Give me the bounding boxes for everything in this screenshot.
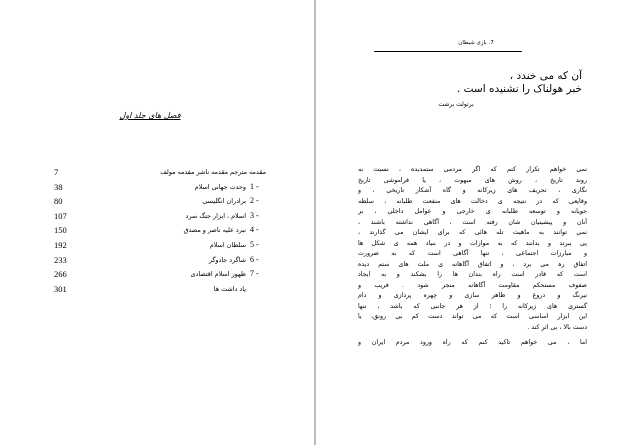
left-page xyxy=(0,0,314,445)
header-rule xyxy=(374,51,522,52)
body-line: آنان و پیشینیان شان رفته است ، آگاهی نداشته باشند ، xyxy=(358,218,587,226)
epigraph xyxy=(356,70,582,96)
body-line: صفوف مستحکم مقاومت آگاهانه منجر شود . فریب و xyxy=(358,281,587,289)
toc-entry-title: نبرد علیه ناصر و مصدق xyxy=(183,226,246,235)
toc-entry-title: اسلام ، ابزار جنگ سرد xyxy=(185,211,246,220)
body-line: این ابزار اساسی است که می تواند دست کم بی رونق، یا xyxy=(358,313,587,320)
toc-entry xyxy=(54,267,266,282)
toc-entry xyxy=(54,194,266,209)
body-line: نمی توانند به ماهیت تله هائی که برای ایشان می گذارند ، xyxy=(358,229,587,236)
toc-entry-number: 2 - xyxy=(250,196,259,206)
table-of-contents xyxy=(54,165,266,296)
toc-entry xyxy=(54,180,266,195)
toc-entry xyxy=(54,253,266,268)
toc-page-number: 107 xyxy=(54,210,67,221)
body-line: روند تاریخ ، روش های مبهوت ، یا فراموشی تاریخ xyxy=(358,176,587,184)
body-line: نگاری ، تحریف های زیرکانه و گاه آشکار تاریخی ، و xyxy=(358,187,587,194)
toc-entry-number: 6 - xyxy=(250,254,259,264)
epigraph-line: آن که می خندد ، xyxy=(509,70,582,82)
body-line: نمی خواهم تکرار کنم که اگر مردمی ستمدیده ، نسبت به xyxy=(358,166,587,173)
epigraph-line: خبر هولناک را نشنیده است . xyxy=(456,83,582,95)
toc-entry xyxy=(54,165,266,180)
toc-entry-title: برادران انگلیسی xyxy=(202,197,246,206)
body-line: پی ببرند و بدانند که به موازات و در بنیاد همه ی شکل ها xyxy=(358,239,587,247)
toc-entry-number: 5 - xyxy=(250,239,259,249)
toc-entry xyxy=(54,238,266,253)
running-head: 7. بازی شیطان xyxy=(458,40,494,46)
epigraph-author: برتولت برشت xyxy=(438,101,474,108)
toc-page-number: 150 xyxy=(54,225,67,236)
toc-entry-number: 1 - xyxy=(250,181,259,191)
toc-entry-number: 3 - xyxy=(250,210,259,220)
toc-entry-title: سلطان اسلام xyxy=(209,240,246,249)
body-line: جویانه و توسعه طلبانه ی خارجی و عوامل داخلی ، بر xyxy=(358,208,587,215)
toc-entry-title: شاگرد جادوگر xyxy=(208,255,246,264)
toc-entry-title: یاد داشت ها xyxy=(213,284,246,293)
toc-entry xyxy=(54,209,266,224)
body-line: و مبارزات اجتماعی ، تنها آگاهی است که به ضرورت xyxy=(358,250,587,257)
body-line: است که قادر است راه بندان ها را بشکند و به ایجاد xyxy=(358,271,587,278)
body-line: دست بالا ، بی اثر کند . xyxy=(527,323,587,331)
toc-page-number: 301 xyxy=(54,283,67,294)
right-page xyxy=(316,0,630,445)
toc-entry xyxy=(54,223,266,238)
body-line: اتفاق رہ می برد ، و اتفاق آگاهانه ی ملت های ستم دیده xyxy=(358,260,587,268)
toc-entry-title: ظهور اسلام اقتصادی xyxy=(190,270,246,279)
toc-page-number: 38 xyxy=(54,181,63,192)
body-line: وقایعی که در نتیجه ی دخالت های منفعت طلبانه ، سلطه xyxy=(358,197,587,205)
toc-page-number: 7 xyxy=(54,167,59,177)
body-line: نیرنگ و دروغ و ظاهر سازی و چهره پردازی و دام xyxy=(358,292,587,299)
toc-page-number: 233 xyxy=(54,254,67,265)
toc-entry-number: 7 - xyxy=(250,269,259,279)
body-line: اما ، می خواهم تاکید کنم که راه ورود مردم ایران و xyxy=(358,339,587,346)
toc-title: فصل های جلد اول xyxy=(119,111,181,120)
toc-entry xyxy=(54,282,266,297)
toc-page-number: 192 xyxy=(54,239,67,250)
toc-page-number: 266 xyxy=(54,269,67,280)
toc-entry-number: 4 - xyxy=(250,225,259,235)
toc-entry-title: مقدمه مترجم مقدمه ناشر مقدمه مولف xyxy=(160,168,266,176)
toc-page-number: 80 xyxy=(54,196,63,207)
toc-entry-title: وحدت جهانی اسلام xyxy=(194,182,246,191)
body-line: گستری های زیرکانه را ؛ از هر جانبی که باشد ، تنها xyxy=(358,302,587,310)
body-text xyxy=(358,165,587,349)
